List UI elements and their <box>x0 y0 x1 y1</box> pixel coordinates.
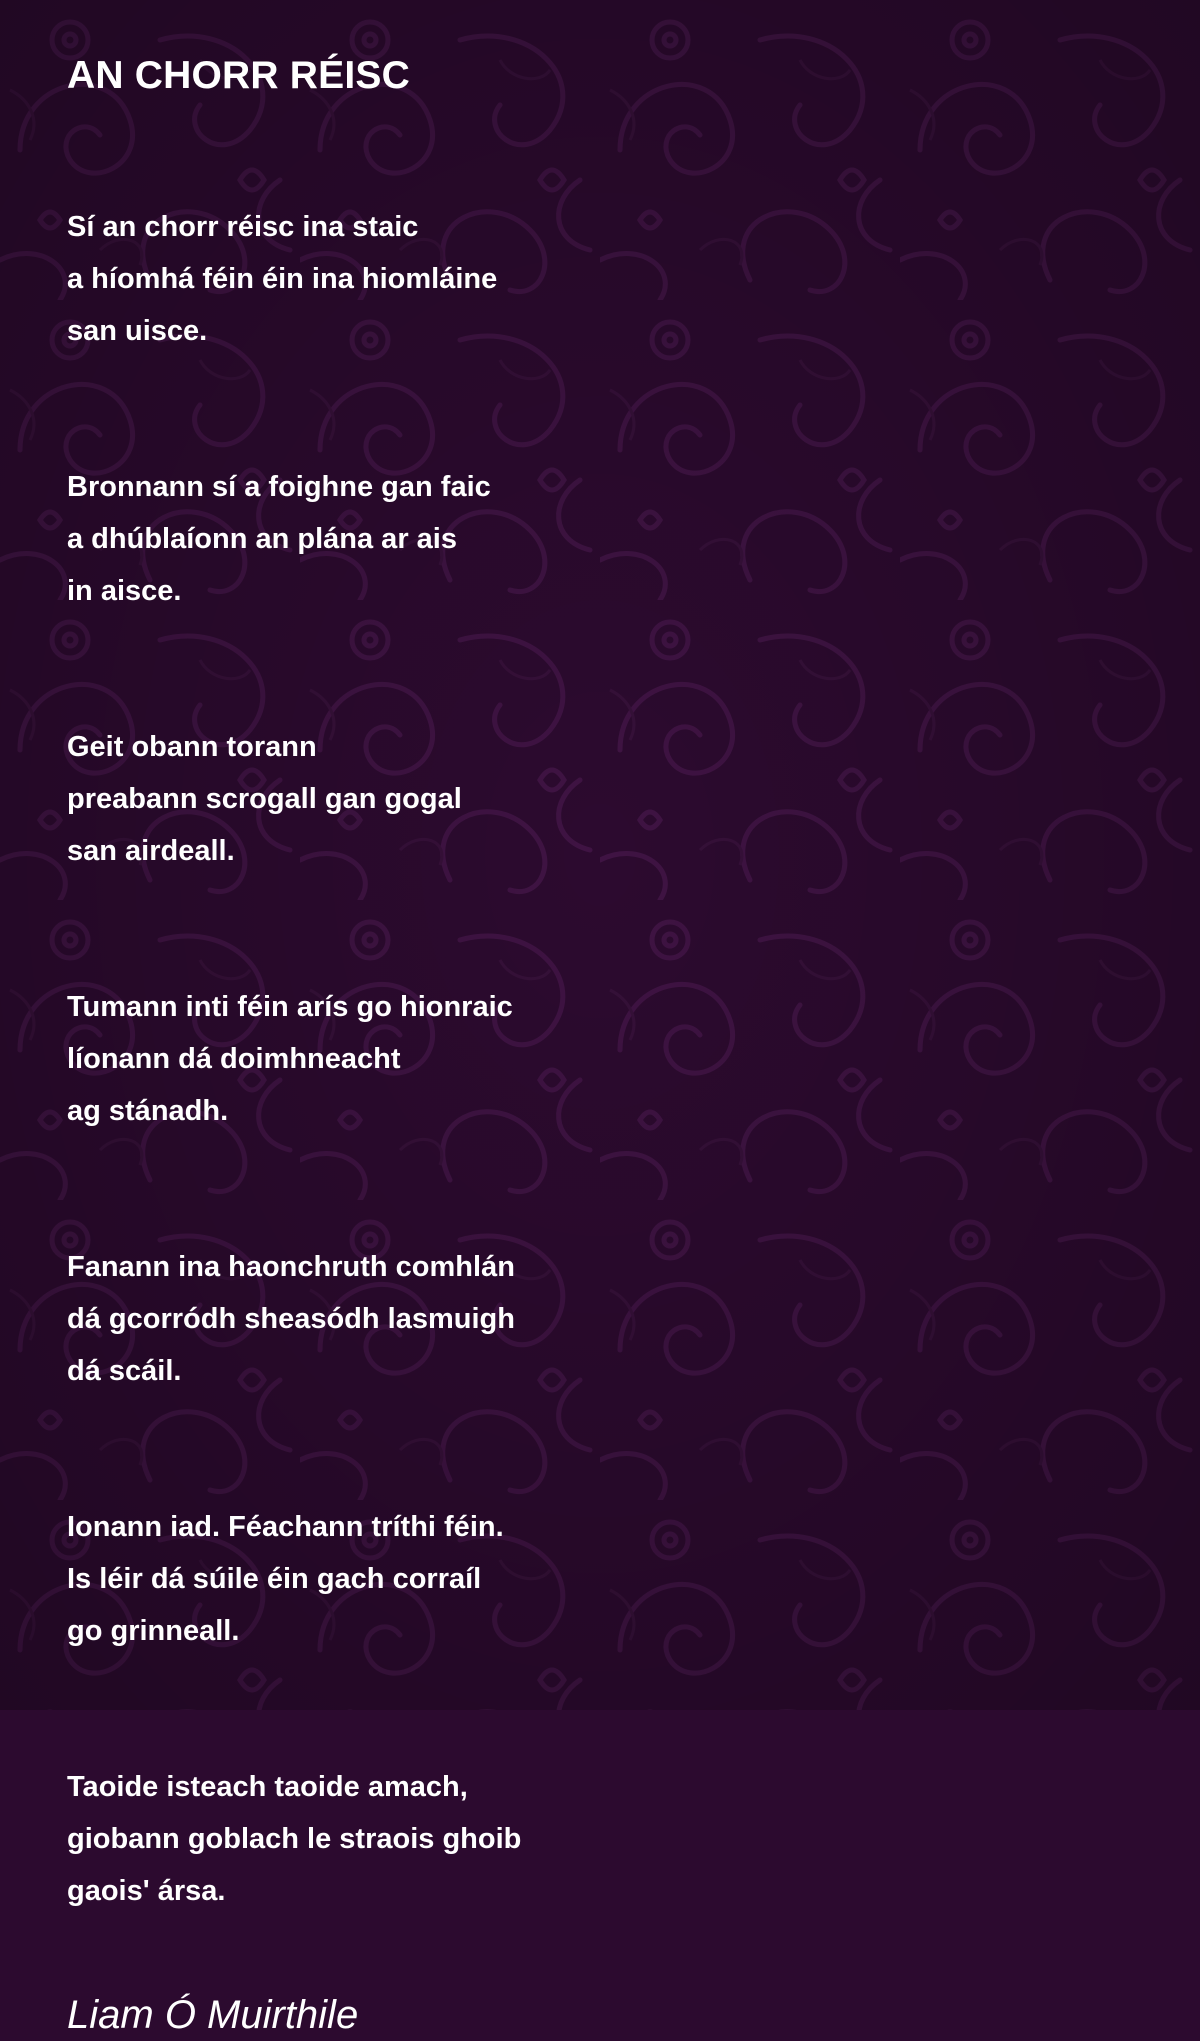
stanza <box>67 1241 1067 1397</box>
poem-line: san airdeall. <box>67 835 235 867</box>
poem-line: giobann goblach le straois ghoib <box>67 1823 522 1855</box>
poem-line: a híomhá féin éin ina hiomláine <box>67 263 498 295</box>
poem-title: AN CHORR RÉISC <box>67 54 410 97</box>
poem-body <box>67 201 1067 1917</box>
poem-line: preabann scrogall gan gogal <box>67 783 462 815</box>
poem-line: Sí an chorr réisc ina staic <box>67 211 419 243</box>
poem-line: gaois' ársa. <box>67 1875 226 1907</box>
poem-line: Ionann iad. Féachann tríthi féin. <box>67 1511 504 1543</box>
stanza <box>67 461 1067 617</box>
poem-line: dá scáil. <box>67 1355 182 1387</box>
stanza <box>67 201 1067 357</box>
poem-line: Tumann inti féin arís go hionraic <box>67 991 513 1023</box>
stanza <box>67 1761 1067 1917</box>
poem-line: dá gcorródh sheasódh lasmuigh <box>67 1303 515 1335</box>
poem-line: a dhúblaíonn an plána ar ais <box>67 523 457 555</box>
poem-line: Fanann ina haonchruth comhlán <box>67 1251 515 1283</box>
stanza <box>67 1501 1067 1657</box>
poem-content <box>67 50 1067 2041</box>
poem-line: líonann dá doimhneacht <box>67 1043 401 1075</box>
poem-line: Is léir dá súile éin gach corraíl <box>67 1563 482 1595</box>
poem-line: ag stánadh. <box>67 1095 229 1127</box>
stanza <box>67 721 1067 877</box>
poem-line: Geit obann torann <box>67 731 317 763</box>
poem-line: Bronnann sí a foighne gan faic <box>67 471 491 503</box>
poem-author: Liam Ó Muirthile <box>67 1993 359 2037</box>
poem-line: go grinneall. <box>67 1615 240 1647</box>
poem-line: san uisce. <box>67 315 208 347</box>
poem-line: in aisce. <box>67 575 182 607</box>
poem-line: Taoide isteach taoide amach, <box>67 1771 468 1803</box>
stanza <box>67 981 1067 1137</box>
